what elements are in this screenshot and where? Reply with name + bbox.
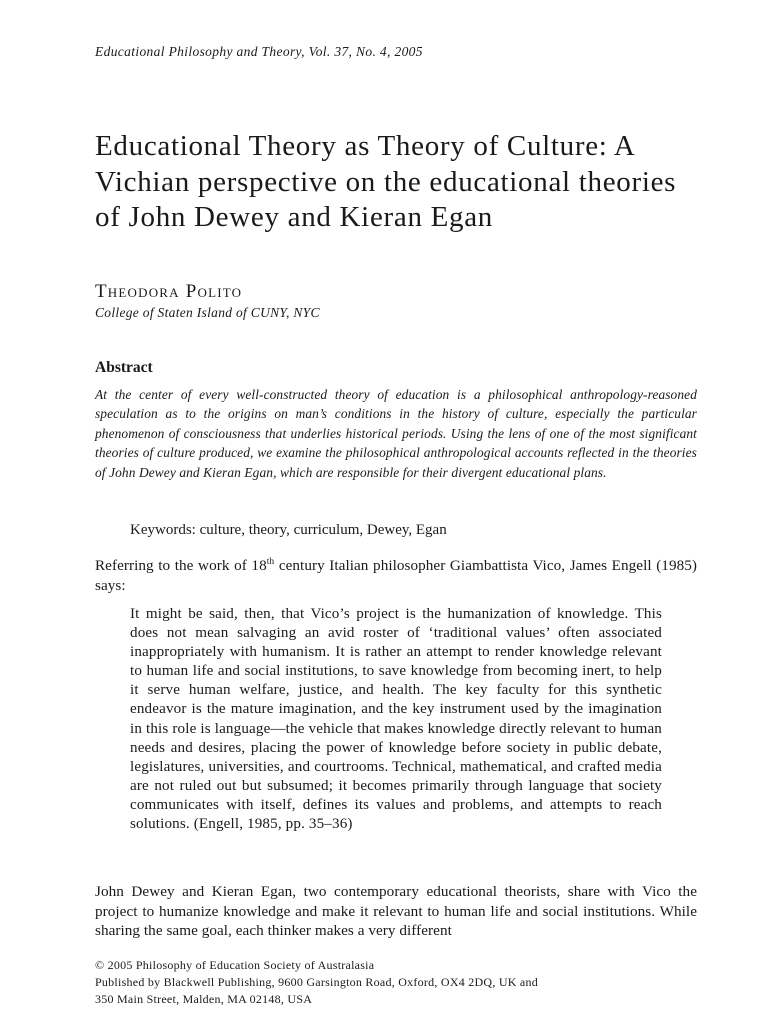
intro-text-start: Referring to the work of 18: [95, 557, 267, 574]
ordinal-superscript: th: [266, 556, 275, 567]
intro-paragraph: [95, 556, 697, 595]
journal-citation: Educational Philosophy and Theory, Vol. 37, No. 4, 2005: [95, 44, 423, 59]
block-quote: It might be said, then, that Vico’s project is the humanization of knowledge. This does not mean salvaging an avid roster of ‘traditional values’ often associated inappropriately with humanism. It is rather an attempt to render knowledge relevant to human life and social institutions, to save knowledge from becoming inert, to help it serve human welfare, justice, and health. The key faculty for this synthetic endeavor is the mature imagination, and the key instrument used by the imagination in this role is language—the vehicle that makes knowledge directly relevant to human needs and desires, placing the power of knowledge before society in public debate, legislatures, universities, and courtrooms. Technical, mathematical, and crafted media are not ruled out but subsumed; it becomes primarily through language that society communicates with itself, defines its values and problems, and attempts to reach solutions. (Engell, 1985, pp. 35–36): [130, 606, 662, 833]
abstract-heading: Abstract: [95, 359, 153, 376]
author-name: Theodora Polito: [95, 281, 243, 302]
author-affiliation: College of Staten Island of CUNY, NYC: [95, 305, 320, 320]
body-paragraph: John Dewey and Kieran Egan, two contemporary educational theorists, share with Vico the project to humanize knowledge and make it relevant to human life and social institutions. While sharing the same goal, each thinker makes a very different: [95, 883, 697, 939]
publisher-line-1: Published by Blackwell Publishing, 9600 Garsington Road, Oxford, OX4 2DQ, UK and: [95, 974, 538, 989]
article-title: Educational Theory as Theory of Culture: A Vichian perspective on the educational theories of John Dewey and Kieran Egan: [95, 130, 677, 233]
intro-text-end: century Italian philosopher Giambattista Vico, James Engell (1985) says:: [95, 557, 697, 594]
abstract-text: At the center of every well-constructed theory of education is a philosophical anthropology-reasoned speculation as to the origins on man’s conditions in the history of culture, especially the particular phenomenon of consciousness that underlies historical periods. Using the lens of one of the most significant theories of culture produced, we examine the philosophical anthropological accounts reflected in the theories of John Dewey and Kieran Egan, which are responsible for their divergent educational plans.: [95, 387, 697, 480]
keywords-line: Keywords: culture, theory, curriculum, Dewey, Egan: [130, 522, 447, 538]
copyright-footer: [95, 957, 697, 1007]
copyright-line: © 2005 Philosophy of Education Society of Australasia: [95, 958, 375, 972]
publisher-line-2: 350 Main Street, Malden, MA 02148, USA: [95, 991, 313, 1006]
